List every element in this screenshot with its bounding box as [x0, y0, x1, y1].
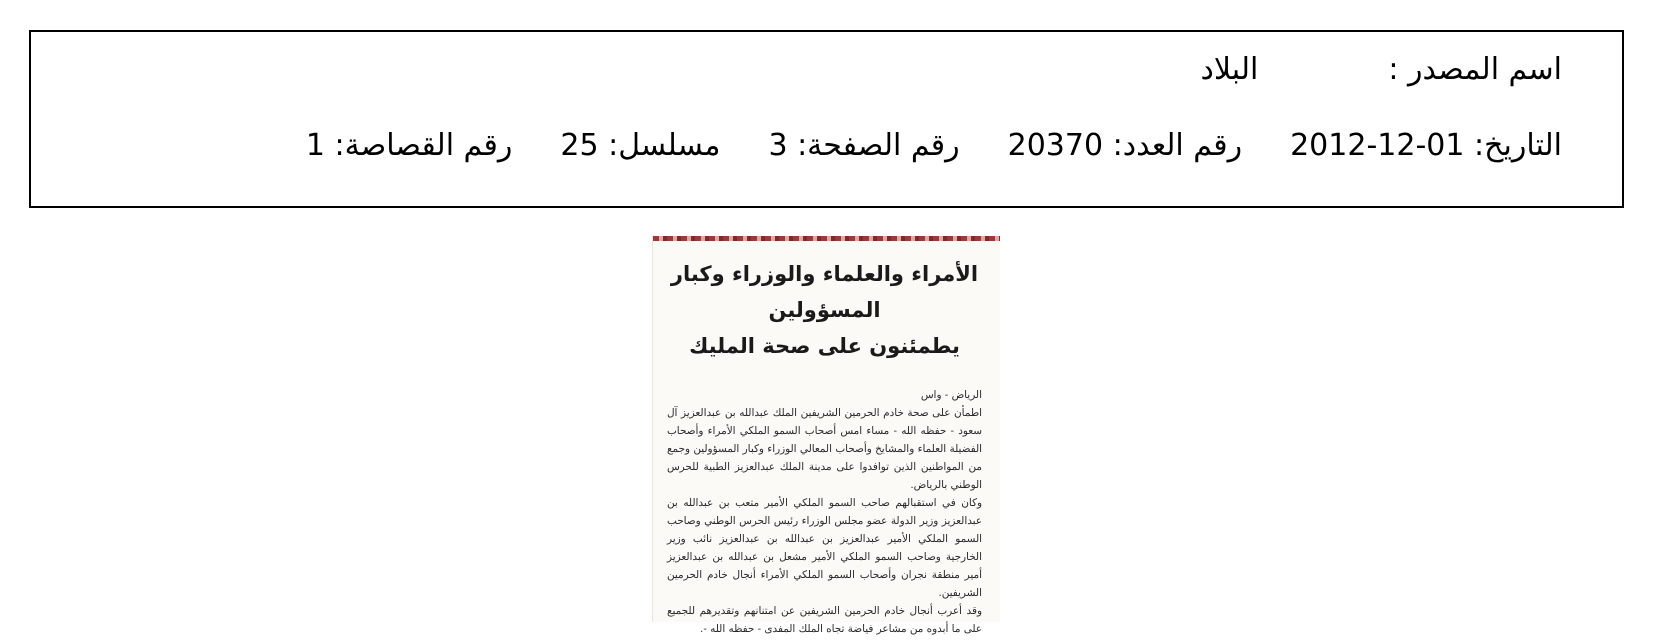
source-info-box [29, 30, 1624, 208]
clipping-number-field: رقم القصاصة: 1 [305, 128, 513, 163]
clipping-top-border [653, 236, 1000, 241]
date-field: التاريخ: 01-12-2012 [1290, 128, 1562, 163]
article-paragraph: اطمأن على صحة خادم الحرمين الشريفين الملك عبدالله بن عبدالعزيز آل سعود - حفظه الله - مساء امس أصحاب السمو الملكي الأمراء وأصحاب الفضيلة العلماء والمشايخ وأصحاب المعالي الوزراء وكبار المسؤولين وجمع من المواطنين الذين توافدوا على مدينة الملك عبدالعزيز الطبية للحرس الوطني بالرياض. [667, 407, 982, 491]
headline-line-2: يطمئنون على صحة المليك [689, 334, 960, 358]
page-number-field: رقم الصفحة: 3 [768, 128, 960, 163]
issue-number-field: رقم العدد: 20370 [1007, 128, 1243, 163]
article-body [667, 386, 982, 638]
newspaper-clipping [652, 236, 1000, 635]
source-value: البلاد [1200, 52, 1259, 87]
headline-line-1: الأمراء والعلماء والوزراء وكبار المسؤولين [670, 262, 979, 322]
serial-field: مسلسل: 25 [560, 128, 721, 163]
source-line [1201, 52, 1562, 88]
details-line [306, 128, 1562, 164]
article-paragraph: وقد أعرب أنجال خادم الحرمين الشريفين عن امتنانهم وتقديرهم للجميع على ما أبدوه من مشاعر فياضة تجاه الملك المفدى - حفظه الله -. [667, 605, 982, 635]
source-label: اسم المصدر : [1388, 52, 1562, 87]
article-headline [667, 256, 982, 364]
article-dateline: الرياض - واس [920, 389, 982, 401]
article-paragraph: وكان في استقبالهم صاحب السمو الملكي الأمير متعب بن عبدالله بن عبدالعزيز وزير الدولة عضو مجلس الوزراء رئيس الحرس الوطني وصاحب السمو الملكي الأمير عبدالعزيز بن عبدالله بن عبدالعزيز نائب وزير الخارجية وصاحب السمو الملكي الأمير مشعل بن عبدالله بن عبدالعزيز أمير منطقة نجران وأصحاب السمو الملكي الأمراء أنجال خادم الحرمين الشريفين. [667, 497, 982, 599]
